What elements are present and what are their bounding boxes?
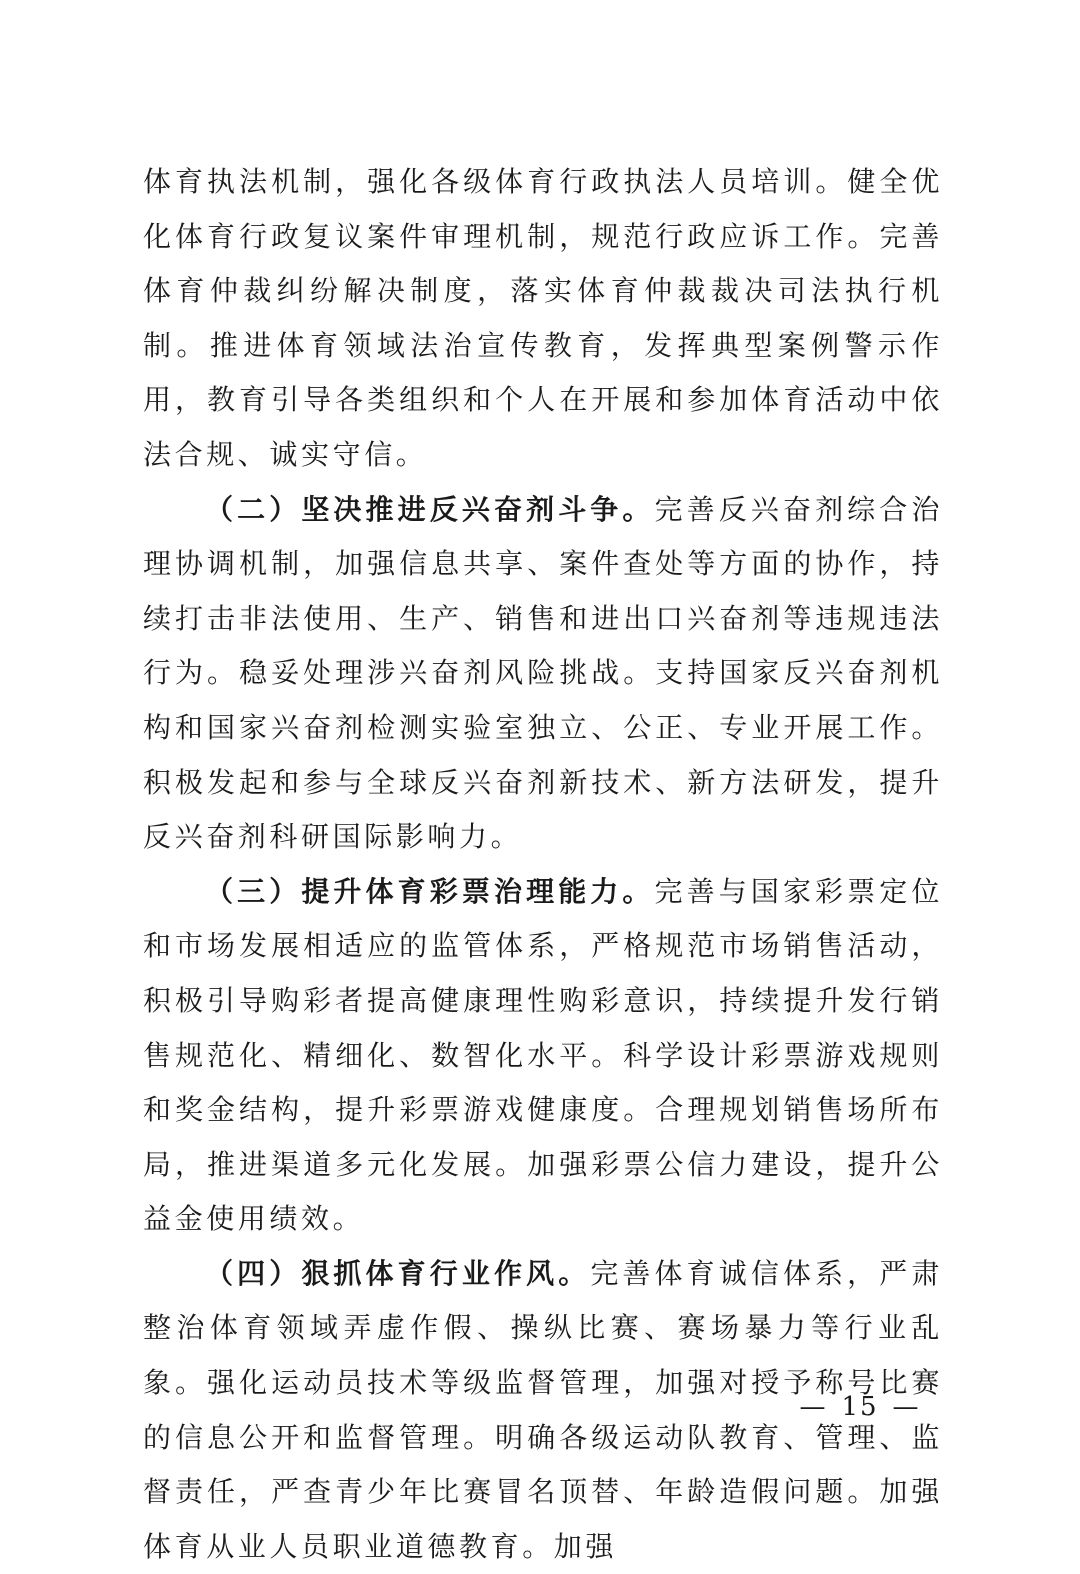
paragraph-3 xyxy=(143,865,943,1247)
paragraph-3-text: 完善与国家彩票定位和市场发展相适应的监管体系，严格规范市场销售活动，积极引导购彩者提高健康理性购彩意识，持续提升发行销售规范化、精细化、数智化水平。科学设计彩票游戏规则和奖金结构，提升彩票游戏健康度。合理规划销售场所布局，推进渠道多元化发展。加强彩票公信力建设，提升公益金使用绩效。 xyxy=(143,874,944,1236)
paragraph-2-heading: （二）坚决推进反兴奋剂斗争。 xyxy=(205,492,655,526)
paragraph-1 xyxy=(143,155,943,483)
paragraph-2 xyxy=(143,483,943,865)
document-body xyxy=(143,155,943,1574)
paragraph-3-heading: （三）提升体育彩票治理能力。 xyxy=(205,874,655,908)
page-number-dash-left: — xyxy=(799,1392,828,1422)
paragraph-4-text: 完善体育诚信体系，严肃整治体育领域弄虚作假、操纵比赛、赛场暴力等行业乱象。强化运动员技术等级监督管理，加强对授予称号比赛的信息公开和监督管理。明确各级运动队教育、管理、监督责任，严查青少年比赛冒名顶替、年龄造假问题。加强体育从业人员职业道德教育。加强 xyxy=(143,1256,943,1563)
page-number-dash-right: — xyxy=(892,1392,921,1422)
page-number-value: 15 xyxy=(841,1392,879,1422)
paragraph-2-text: 完善反兴奋剂综合治理协调机制，加强信息共享、案件查处等方面的协作，持续打击非法使用、生产、销售和进出口兴奋剂等违规违法行为。稳妥处理涉兴奋剂风险挑战。支持国家反兴奋剂机构和国家兴奋剂检测实验室独立、公正、专业开展工作。积极发起和参与全球反兴奋剂新技术、新方法研发，提升反兴奋剂科研国际影响力。 xyxy=(143,492,944,854)
page-number xyxy=(0,1392,1080,1422)
paragraph-4-heading: （四）狠抓体育行业作风。 xyxy=(205,1256,591,1290)
paragraph-1-text: 体育执法机制，强化各级体育行政执法人员培训。健全优化体育行政复议案件审理机制，规范行政应诉工作。完善体育仲裁纠纷解决制度，落实体育仲裁裁决司法执行机制。推进体育领域法治宣传教育，发挥典型案例警示作用，教育引导各类组织和个人在开展和参加体育活动中依法合规、诚实守信。 xyxy=(143,165,943,471)
